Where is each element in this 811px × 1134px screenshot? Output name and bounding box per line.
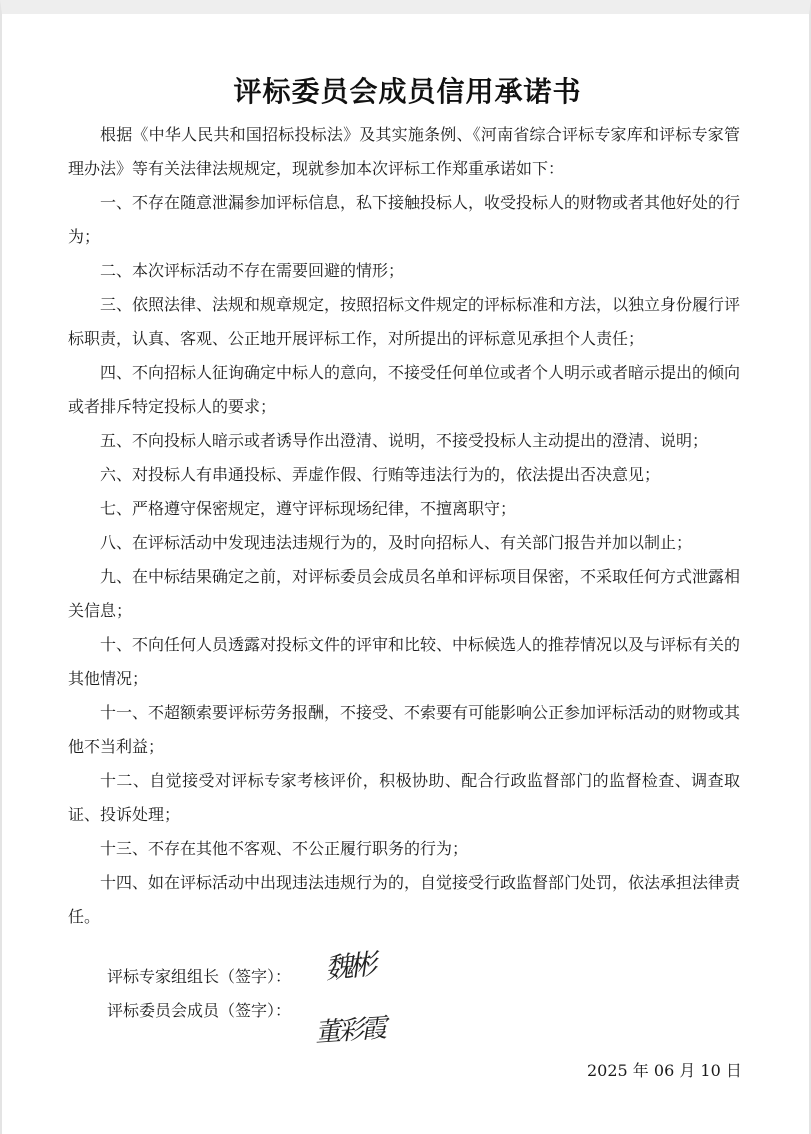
paragraph-item-2: 二、本次评标活动不存在需要回避的情形； xyxy=(100,261,405,280)
paragraph-item-3: 三、依照法律、法规和规章规定，按照招标文件规定的评标标准和方法，以独立身份履行评标职责，认真、客观、公正地开展评标工作，对所提出的评标意见承担个人责任； xyxy=(68,295,741,348)
paragraph-intro: 根据《中华人民共和国招标投标法》及其实施条例、《河南省综合评标专家库和评标专家管理办法》等有关法律法规规定，现就参加本次评标工作郑重承诺如下： xyxy=(68,125,740,178)
member-signature-row xyxy=(107,994,385,1049)
member-handwritten-signature: 董彩霞 xyxy=(314,1013,385,1049)
paragraph-item-9: 九、在中标结果确定之前，对评标委员会成员名单和评标项目保密，不采取任何方式泄露相关信息； xyxy=(68,567,741,620)
document-body xyxy=(68,118,740,934)
paragraph-item-13: 十三、不存在其他不客观、不公正履行职务的行为； xyxy=(100,839,469,858)
member-signature-label: 评标委员会成员（签字）： xyxy=(107,1001,292,1020)
leader-signature-row xyxy=(107,947,375,994)
document-date: 2025 年 06 月 10 日 xyxy=(587,1061,742,1080)
leader-handwritten-signature: 魏彬 xyxy=(323,947,375,986)
paragraph-item-14: 十四、如在评标活动中出现违法违规行为的，自觉接受行政监督部门处罚，依法承担法律责任。 xyxy=(68,873,741,926)
paragraph-item-5: 五、不向投标人暗示或者诱导作出澄清、说明，不接受投标人主动提出的澄清、说明； xyxy=(100,431,709,450)
paragraph-item-8: 八、在评标活动中发现违法违规行为的，及时向招标人、有关部门报告并加以制止； xyxy=(100,533,693,552)
paragraph-item-11: 十一、不超额索要评标劳务报酬，不接受、不索要有可能影响公正参加评标活动的财物或其他不当利益； xyxy=(68,703,741,756)
signature-block xyxy=(107,947,385,1049)
document-title: 评标委员会成员信用承诺书 xyxy=(233,75,582,108)
paragraph-item-7: 七、严格遵守保密规定，遵守评标现场纪律，不擅离职守； xyxy=(100,499,517,518)
paragraph-item-6: 六、对投标人有串通投标、弄虚作假、行贿等违法行为的，依法提出否决意见； xyxy=(100,465,661,484)
paragraph-item-4: 四、不向招标人征询确定中标人的意向，不接受任何单位或者个人明示或者暗示提出的倾向或者排斥特定投标人的要求； xyxy=(68,363,741,416)
paragraph-item-10: 十、不向任何人员透露对投标文件的评审和比较、中标候选人的推荐情况以及与评标有关的其他情况； xyxy=(68,635,741,688)
leader-signature-label: 评标专家组组长（签字）： xyxy=(107,967,292,986)
paragraph-item-12: 十二、自觉接受对评标专家考核评价，积极协助、配合行政监督部门的监督检查、调查取证、投诉处理； xyxy=(68,771,740,824)
paragraph-item-1: 一、不存在随意泄漏参加评标信息，私下接触投标人，收受投标人的财物或者其他好处的行为； xyxy=(68,193,741,246)
